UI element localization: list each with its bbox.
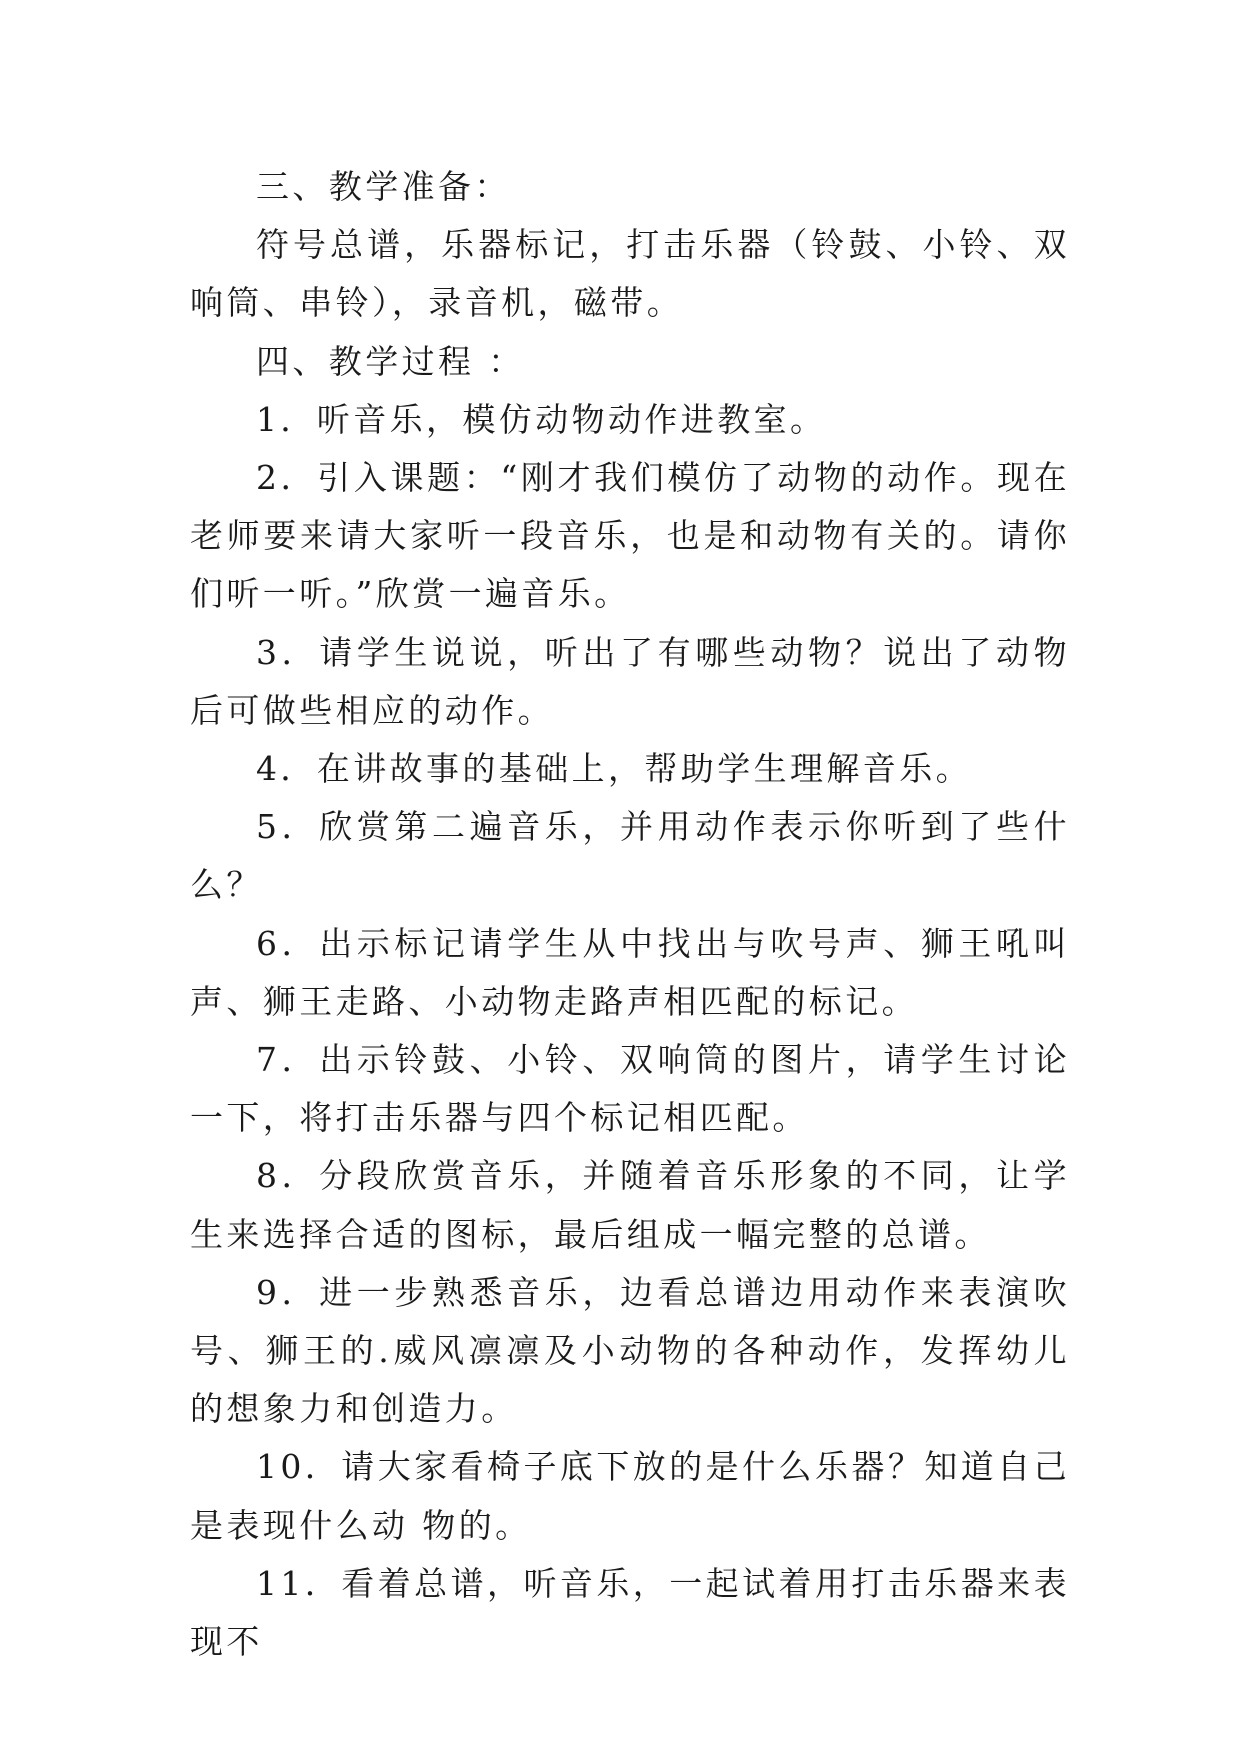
step-5: 5．欣赏第二遍音乐，并用动作表示你听到了些什么？: [190, 807, 1070, 905]
step-2: 2．引入课题：“刚才我们模仿了动物的动作。现在老师要来请大家听一段音乐，也是和动物有关的。请你们听一听。”欣赏一遍音乐。: [190, 458, 1070, 614]
step-4: 4．在讲故事的基础上，帮助学生理解音乐。: [256, 749, 972, 789]
paragraph-materials: 符号总谱，乐器标记，打击乐器（铃鼓、小铃、双响筒、串铃），录音机，磁带。: [190, 225, 1070, 323]
step-3: 3．请学生说说，听出了有哪些动物？说出了动物后可做些相应的动作。: [190, 632, 1070, 730]
step-7: 7．出示铃鼓、小铃、双响筒的图片，请学生讨论一下，将打击乐器与四个标记相匹配。: [190, 1040, 1070, 1138]
step-9: 9．进一步熟悉音乐，边看总谱边用动作来表演吹号、狮王的.威风凛凛及小动物的各种动作，发挥幼儿的想象力和创造力。: [190, 1272, 1070, 1429]
step-11: 11．看着总谱，听音乐，一起试着用打击乐器来表现不: [190, 1563, 1070, 1662]
section-heading-process: 四、教学过程 ：: [256, 341, 525, 381]
step-8: 8．分段欣赏音乐，并随着音乐形象的不同，让学生来选择合适的图标，最后组成一幅完整的总谱。: [190, 1156, 1070, 1254]
document-body: [190, 158, 1070, 1671]
step-1: 1．听音乐，模仿动物动作进教室。: [256, 399, 827, 439]
step-6: 6．出示标记请学生从中找出与吹号声、狮王吼叫声、狮王走路、小动物走路声相匹配的标记。: [190, 923, 1070, 1021]
section-heading-preparation: 三、教学准备：: [256, 167, 511, 206]
step-10: 10．请大家看椅子底下放的是什么乐器？知道自己是表现什么动 物的。: [190, 1447, 1070, 1545]
